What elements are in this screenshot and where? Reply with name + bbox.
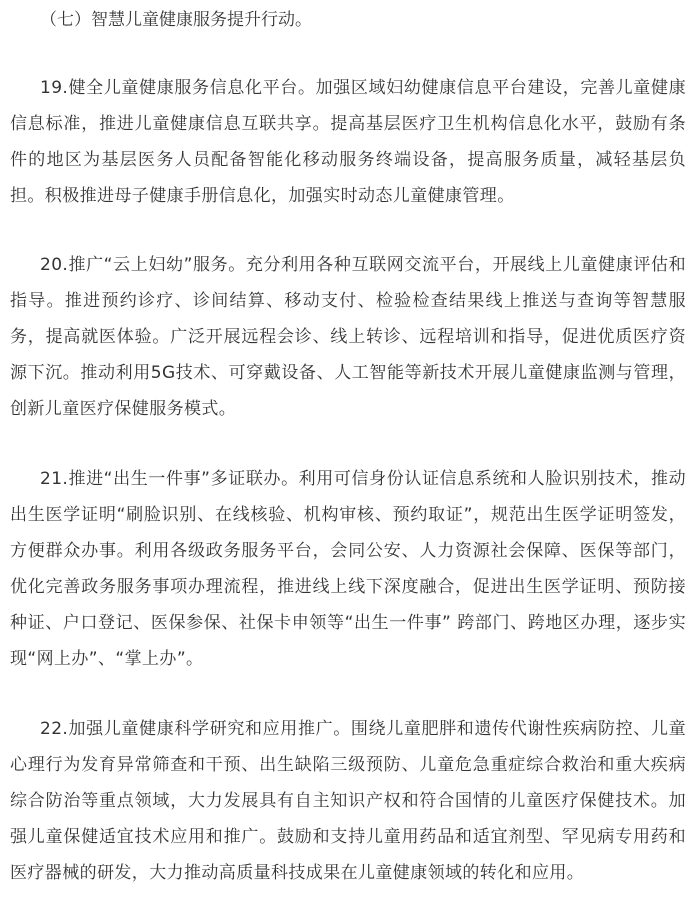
paragraph-20-cloud-maternal-child-service: 20.推广“云上妇幼”服务。充分利用各种互联网交流平台，开展线上儿童健康评估和指导。推进预约诊疗、诊间结算、移动支付、检验检查结果线上推送与查询等智慧服务，提高就医体验。广泛开展远程会诊、线上转诊、远程培训和指导，促进优质医疗资源下沉。推动利用5G技术、可穿戴设备、人工智能等新技术开展儿童健康监测与管理，创新儿童医疗保健服务模式。 [10,255,686,419]
paragraph-19-informatization-platform: 19.健全儿童健康服务信息化平台。加强区域妇幼健康信息平台建设，完善儿童健康信息标准，推进儿童健康信息互联共享。提高基层医疗卫生机构信息化水平，鼓励有条件的地区为基层医务人员配备智能化移动服务终端设备，提高服务质量，减轻基层负担。积极推进母子健康手册信息化，加强实时动态儿童健康管理。 [10,78,686,206]
section-heading: （七）智慧儿童健康服务提升行动。 [40,10,312,30]
paragraph-22-child-health-research: 22.加强儿童健康科学研究和应用推广。围绕儿童肥胖和遗传代谢性疾病防控、儿童心理行为发育异常筛查和干预、出生缺陷三级预防、儿童危急重症综合救治和重大疾病综合防治等重点领域，大力发展具有自主知识产权和符合国情的儿童医疗保健技术。加强儿童保健适宜技术应用和推广。鼓励和支持儿童用药品和适宜剂型、罕见病专用药和医疗器械的研发，大力推动高质量科技成果在儿童健康领域的转化和应用。 [10,719,686,883]
paragraph-21-birth-one-thing-joint-certification: 21.推进“出生一件事”多证联办。利用可信身份认证信息系统和人脸识别技术，推动出生医学证明“刷脸识别、在线核验、机构审核、预约取证”，规范出生医学证明签发，方便群众办事。利用各级政务服务平台，会同公安、人力资源社会保障、医保等部门，优化完善政务服务事项办理流程，推进线上线下深度融合，促进出生医学证明、预防接种证、户口登记、医保参保、社保卡申领等“出生一件事” 跨部门、跨地区办理，逐步实现“网上办”、“掌上办”。 [10,469,686,669]
